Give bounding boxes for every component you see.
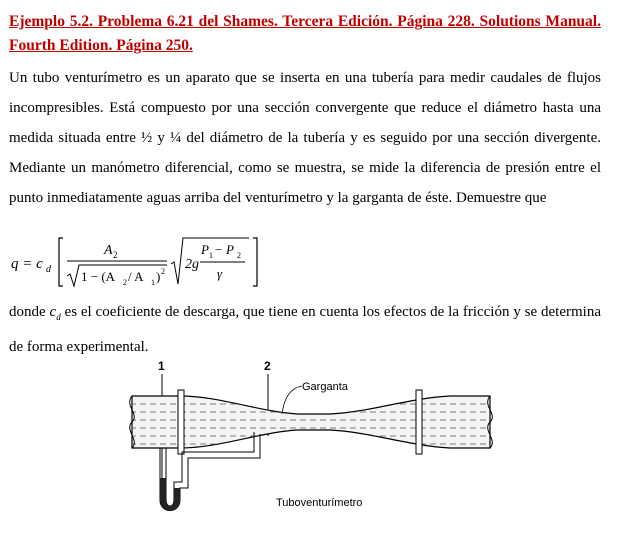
left-flange <box>178 390 184 454</box>
discharge-coefficient-text <box>9 297 601 362</box>
throat-pointer <box>282 386 302 414</box>
right-bracket <box>253 238 257 286</box>
den-mid: / A <box>128 269 144 284</box>
den-sub1: 1 <box>151 278 155 287</box>
example-heading: Ejemplo 5.2. Problema 6.21 del Shames. Tercera Edición. Página 228. Solutions Manual. Fourth Edition. Página 250. <box>9 13 601 54</box>
discharge-formula <box>9 232 269 292</box>
formula-numerator: A <box>104 243 113 258</box>
den-one: 1 − (A <box>81 269 116 284</box>
p2-cd: c <box>49 304 57 320</box>
den-sub2: 2 <box>123 278 127 287</box>
formula-lhs: q = c <box>11 256 43 272</box>
p-sub2: 2 <box>237 251 241 260</box>
figure-caption: Tuboventurímetro <box>276 497 363 509</box>
problem-statement: Un tubo venturímetro es un aparato que se inserta en una tubería para medir caudales de flujos incompresibles. Está compuesto por una sección convergente que reduce el diámetro hasta una medida situada entre ½ y ¼ del diámetro de la tubería y es seguido por una sección divergente. Mediante un manómetro diferencial, como se muestra, se mide la diferencia de presión entre el punto inmediatamente aguas arriba del venturímetro y la garganta de éste. Demuestre que <box>9 70 601 206</box>
sqrt-sign-pressure <box>171 238 249 284</box>
p-minus: − P <box>214 242 234 257</box>
root-left: 2g <box>185 257 199 272</box>
right-flange <box>416 390 422 454</box>
den-close: ) <box>156 269 161 284</box>
throat-label: Garganta <box>302 381 348 393</box>
point-2-label: 2 <box>264 359 271 373</box>
formula-lhs-sub: d <box>46 264 51 275</box>
p2-part-a: donde <box>9 304 50 320</box>
den-exp: 2 <box>161 267 165 276</box>
p-den: γ <box>217 266 223 281</box>
p-num: P <box>201 242 209 257</box>
left-bracket <box>59 238 63 286</box>
p2-part-b: es el coeficiente de descarga, que tiene en cuenta los efectos de la fricción y se determina de forma experimental. <box>9 304 601 355</box>
formula-numerator-sub: 2 <box>113 250 118 260</box>
p2-cd-sub: d <box>56 312 61 322</box>
p-sub1: 1 <box>209 251 213 260</box>
venturi-figure <box>120 354 500 534</box>
point-1-label: 1 <box>158 359 165 373</box>
